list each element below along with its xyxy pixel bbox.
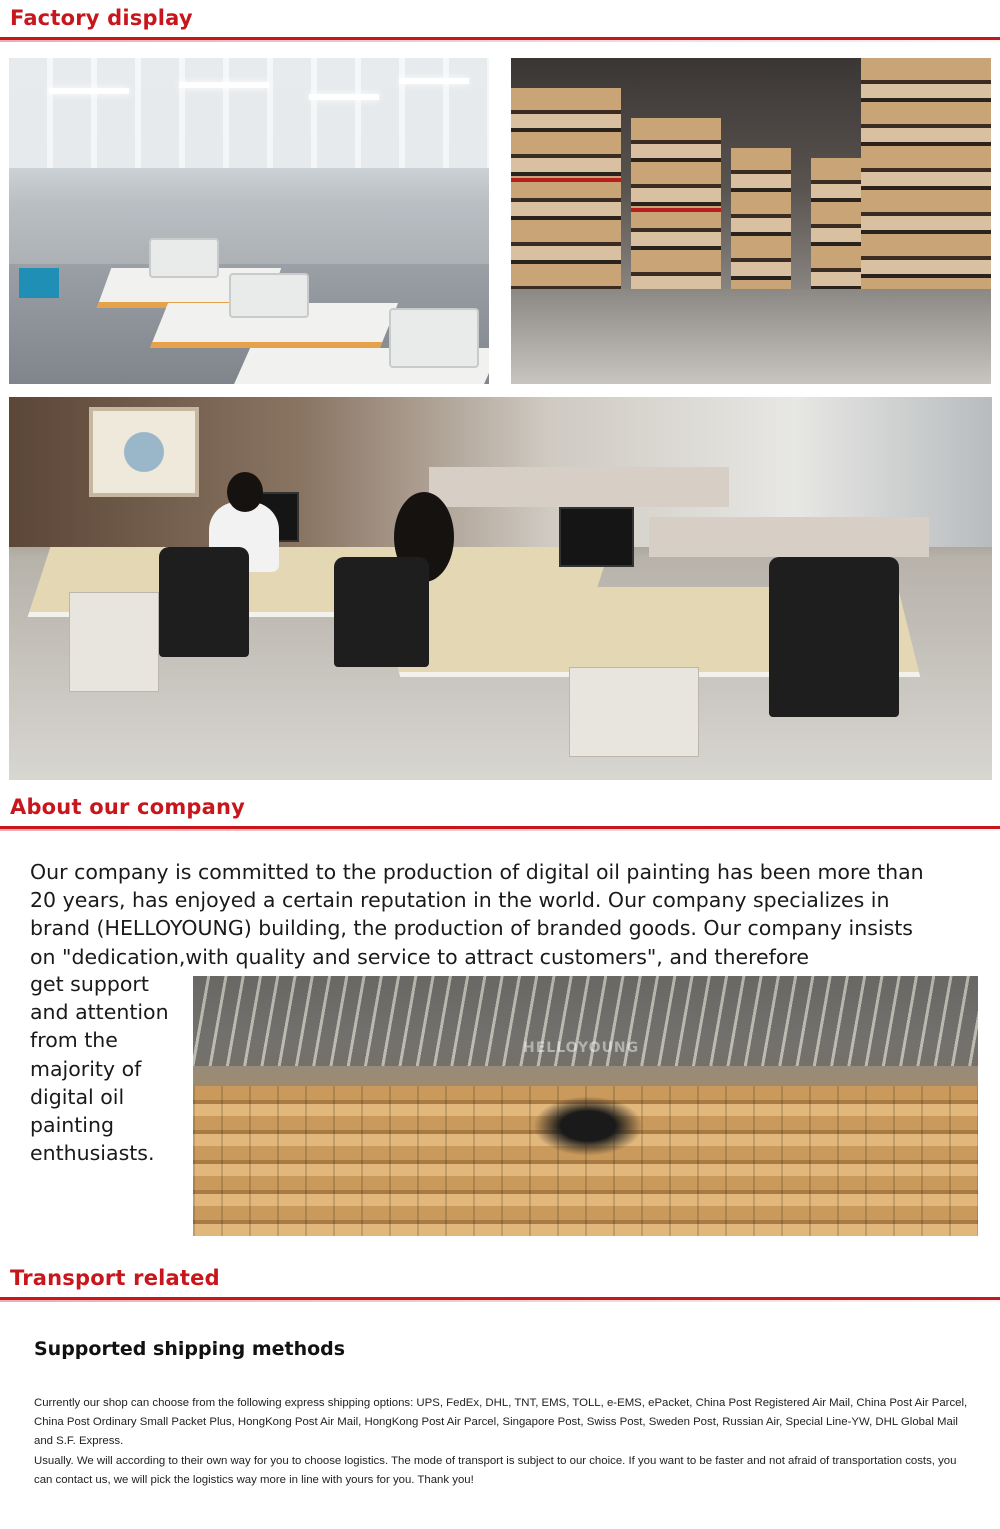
factory-display-header [0, 0, 1000, 44]
about-company-paragraph: Our company is committed to the production of digital oil painting has been more than 20 years, has enjoyed a certain reputation in the world. Our company specializes in brand (HELLOYOUNG) building, the production of branded goods. Our company insists on "dedication,with quality and service to attract customers", and therefore [30, 860, 924, 969]
factory-floor-photo [9, 58, 489, 384]
transport-related-title: Transport related [10, 1266, 220, 1290]
warehouse-panorama-photo [193, 976, 978, 1236]
about-company-paragraph-continued: get support and attention from the majority of digital oil painting enthusiasts. [30, 972, 169, 1166]
transport-related-header [0, 1260, 1000, 1304]
shipping-note-text: Usually. We will according to their own way for you to choose logistics. The mode of transport is subject to our choice. If you want to be faster and not afraid of transportation costs, you can contact us, we will pick the logistics way more in line with yours for you. Thank you! [34, 1454, 957, 1486]
panorama-watermark: HELLOYOUNG [523, 1040, 640, 1056]
about-company-title: About our company [10, 795, 246, 819]
section-divider [0, 37, 1000, 40]
section-divider [0, 826, 1000, 829]
warehouse-shelves-photo [511, 58, 991, 384]
section-divider [0, 1297, 1000, 1300]
factory-display-title: Factory display [10, 6, 193, 30]
shipping-methods-body [34, 1394, 970, 1490]
office-workspace-photo [9, 397, 992, 780]
about-company-header [0, 789, 1000, 833]
shipping-options-text: Currently our shop can choose from the following express shipping options: UPS, FedEx, DHL, TNT, EMS, TOLL, e-EMS, ePacket, China Post Registered Air Mail, China Post Air Parcel, China Post Ordinary Small Packet Plus, HongKong Post Air Mail, HongKong Post Air Parcel, Singapore Post, Swiss Post, Sweden Post, Russian Air, Special Line-YW, DHL Global Mail and S.F. Express. [34, 1397, 968, 1448]
shipping-methods-title: Supported shipping methods [34, 1338, 346, 1360]
